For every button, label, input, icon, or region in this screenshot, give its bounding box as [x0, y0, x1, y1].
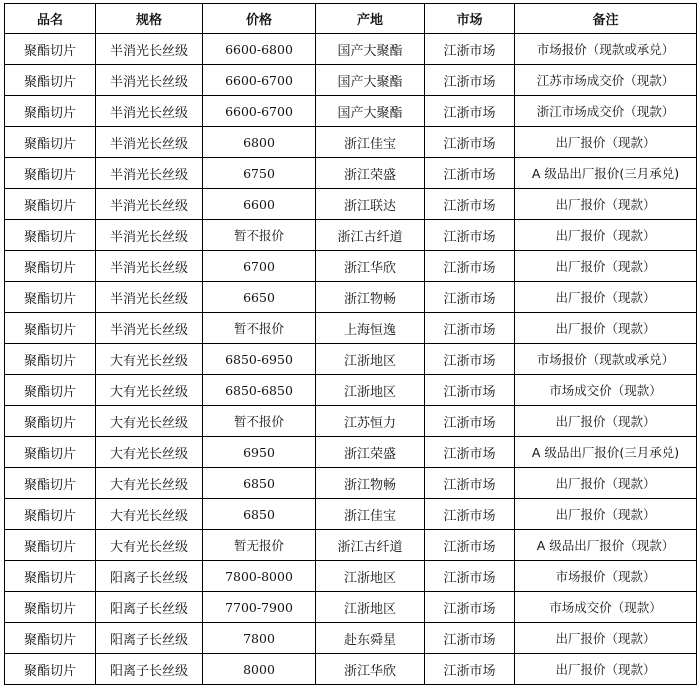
- column-header-origin: 产地: [316, 4, 425, 34]
- cell-remark: 出厂报价（现款）: [515, 127, 697, 158]
- cell-spec: 半消光长丝级: [96, 127, 203, 158]
- cell-product-name: 聚酯切片: [5, 437, 96, 468]
- cell-product-name: 聚酯切片: [5, 561, 96, 592]
- cell-market: 江浙市场: [425, 34, 515, 65]
- table-row: [5, 282, 697, 313]
- cell-market: 江浙市场: [425, 499, 515, 530]
- cell-market: 江浙市场: [425, 189, 515, 220]
- cell-product-name: 聚酯切片: [5, 282, 96, 313]
- cell-spec: 大有光长丝级: [96, 468, 203, 499]
- cell-spec: 半消光长丝级: [96, 34, 203, 65]
- cell-market: 江浙市场: [425, 468, 515, 499]
- cell-origin: 浙江古纤道: [316, 220, 425, 251]
- cell-market: 江浙市场: [425, 313, 515, 344]
- column-header-spec: 规格: [96, 4, 203, 34]
- table-row: [5, 654, 697, 685]
- cell-product-name: 聚酯切片: [5, 375, 96, 406]
- cell-origin: 国产大聚酯: [316, 96, 425, 127]
- cell-spec: 半消光长丝级: [96, 313, 203, 344]
- cell-product-name: 聚酯切片: [5, 623, 96, 654]
- cell-remark: 出厂报价（现款）: [515, 251, 697, 282]
- cell-remark: 出厂报价（现款）: [515, 468, 697, 499]
- cell-price: 暂不报价: [203, 313, 316, 344]
- cell-spec: 半消光长丝级: [96, 251, 203, 282]
- cell-market: 江浙市场: [425, 65, 515, 96]
- cell-product-name: 聚酯切片: [5, 313, 96, 344]
- cell-origin: 浙江联达: [316, 189, 425, 220]
- cell-market: 江浙市场: [425, 561, 515, 592]
- cell-product-name: 聚酯切片: [5, 127, 96, 158]
- column-header-product-name: 品名: [5, 4, 96, 34]
- cell-market: 江浙市场: [425, 251, 515, 282]
- cell-price: 6600-6800: [203, 34, 316, 65]
- cell-origin: 国产大聚酯: [316, 65, 425, 96]
- cell-origin: 江浙地区: [316, 592, 425, 623]
- cell-spec: 半消光长丝级: [96, 158, 203, 189]
- cell-origin: 浙江华欣: [316, 654, 425, 685]
- cell-spec: 大有光长丝级: [96, 344, 203, 375]
- cell-market: 江浙市场: [425, 623, 515, 654]
- cell-price: 6850: [203, 468, 316, 499]
- cell-price: 6750: [203, 158, 316, 189]
- cell-product-name: 聚酯切片: [5, 96, 96, 127]
- cell-remark: 出厂报价（现款）: [515, 654, 697, 685]
- table-row: [5, 189, 697, 220]
- cell-remark: 出厂报价（现款）: [515, 220, 697, 251]
- cell-product-name: 聚酯切片: [5, 220, 96, 251]
- cell-product-name: 聚酯切片: [5, 65, 96, 96]
- table-row: [5, 251, 697, 282]
- cell-spec: 阳离子长丝级: [96, 654, 203, 685]
- cell-spec: 半消光长丝级: [96, 96, 203, 127]
- cell-remark: 出厂报价（现款）: [515, 406, 697, 437]
- cell-product-name: 聚酯切片: [5, 251, 96, 282]
- cell-product-name: 聚酯切片: [5, 468, 96, 499]
- cell-spec: 大有光长丝级: [96, 375, 203, 406]
- table-row: [5, 437, 697, 468]
- cell-market: 江浙市场: [425, 437, 515, 468]
- column-header-price: 价格: [203, 4, 316, 34]
- cell-spec: 大有光长丝级: [96, 437, 203, 468]
- cell-origin: 赴东舜星: [316, 623, 425, 654]
- table-row: [5, 561, 697, 592]
- cell-remark: 出厂报价（现款）: [515, 623, 697, 654]
- cell-origin: 江苏恒力: [316, 406, 425, 437]
- cell-product-name: 聚酯切片: [5, 189, 96, 220]
- table-row: [5, 375, 697, 406]
- cell-price: 6650: [203, 282, 316, 313]
- cell-price: 6600-6700: [203, 96, 316, 127]
- cell-price: 暂不报价: [203, 406, 316, 437]
- cell-spec: 半消光长丝级: [96, 189, 203, 220]
- cell-spec: 大有光长丝级: [96, 530, 203, 561]
- table-row: [5, 406, 697, 437]
- cell-remark: 出厂报价（现款）: [515, 282, 697, 313]
- cell-price: 7800: [203, 623, 316, 654]
- table-header: [5, 4, 697, 34]
- cell-market: 江浙市场: [425, 344, 515, 375]
- cell-origin: 江浙地区: [316, 375, 425, 406]
- cell-price: 7700-7900: [203, 592, 316, 623]
- cell-origin: 江浙地区: [316, 561, 425, 592]
- cell-origin: 浙江物畅: [316, 282, 425, 313]
- cell-price: 暂无报价: [203, 530, 316, 561]
- cell-market: 江浙市场: [425, 127, 515, 158]
- cell-product-name: 聚酯切片: [5, 592, 96, 623]
- cell-market: 江浙市场: [425, 530, 515, 561]
- cell-price: 6700: [203, 251, 316, 282]
- cell-origin: 上海恒逸: [316, 313, 425, 344]
- cell-remark: 市场报价（现款）: [515, 561, 697, 592]
- cell-price: 6950: [203, 437, 316, 468]
- cell-price: 6600: [203, 189, 316, 220]
- cell-market: 江浙市场: [425, 96, 515, 127]
- column-header-remark: 备注: [515, 4, 697, 34]
- table-row: [5, 468, 697, 499]
- cell-origin: 国产大聚酯: [316, 34, 425, 65]
- cell-product-name: 聚酯切片: [5, 34, 96, 65]
- cell-origin: 浙江佳宝: [316, 127, 425, 158]
- table-body: [5, 34, 697, 685]
- cell-remark: 市场成交价（现款）: [515, 375, 697, 406]
- cell-price: 8000: [203, 654, 316, 685]
- cell-price: 6850-6850: [203, 375, 316, 406]
- cell-product-name: 聚酯切片: [5, 530, 96, 561]
- table-row: [5, 158, 697, 189]
- cell-product-name: 聚酯切片: [5, 406, 96, 437]
- table-row: [5, 127, 697, 158]
- cell-origin: 江浙地区: [316, 344, 425, 375]
- cell-origin: 浙江佳宝: [316, 499, 425, 530]
- cell-spec: 阳离子长丝级: [96, 623, 203, 654]
- cell-spec: 大有光长丝级: [96, 406, 203, 437]
- cell-remark: A 级品出厂报价(三月承兑): [515, 437, 697, 468]
- cell-origin: 浙江物畅: [316, 468, 425, 499]
- cell-remark: A 级品出厂报价(三月承兑): [515, 158, 697, 189]
- cell-remark: 江苏市场成交价（现款）: [515, 65, 697, 96]
- table-row: [5, 623, 697, 654]
- table-row: [5, 530, 697, 561]
- cell-spec: 半消光长丝级: [96, 65, 203, 96]
- cell-market: 江浙市场: [425, 158, 515, 189]
- table-row: [5, 65, 697, 96]
- table-row: [5, 344, 697, 375]
- cell-price: 7800-8000: [203, 561, 316, 592]
- cell-product-name: 聚酯切片: [5, 499, 96, 530]
- cell-origin: 浙江荣盛: [316, 437, 425, 468]
- cell-spec: 阳离子长丝级: [96, 592, 203, 623]
- cell-remark: 浙江市场成交价（现款）: [515, 96, 697, 127]
- cell-market: 江浙市场: [425, 282, 515, 313]
- cell-spec: 半消光长丝级: [96, 282, 203, 313]
- cell-remark: 市场成交价（现款）: [515, 592, 697, 623]
- cell-origin: 浙江华欣: [316, 251, 425, 282]
- cell-market: 江浙市场: [425, 406, 515, 437]
- cell-remark: 出厂报价（现款）: [515, 189, 697, 220]
- table-row: [5, 34, 697, 65]
- cell-product-name: 聚酯切片: [5, 158, 96, 189]
- cell-origin: 浙江荣盛: [316, 158, 425, 189]
- price-table: [4, 3, 697, 685]
- cell-market: 江浙市场: [425, 592, 515, 623]
- cell-spec: 阳离子长丝级: [96, 561, 203, 592]
- cell-remark: 出厂报价（现款）: [515, 499, 697, 530]
- cell-market: 江浙市场: [425, 654, 515, 685]
- table-row: [5, 220, 697, 251]
- cell-price: 6850-6950: [203, 344, 316, 375]
- cell-remark: 市场报价（现款或承兑）: [515, 34, 697, 65]
- cell-remark: A 级品出厂报价（现款）: [515, 530, 697, 561]
- cell-product-name: 聚酯切片: [5, 654, 96, 685]
- cell-remark: 市场报价（现款或承兑）: [515, 344, 697, 375]
- cell-origin: 浙江古纤道: [316, 530, 425, 561]
- cell-price: 暂不报价: [203, 220, 316, 251]
- cell-market: 江浙市场: [425, 375, 515, 406]
- cell-price: 6800: [203, 127, 316, 158]
- cell-market: 江浙市场: [425, 220, 515, 251]
- table-row: [5, 592, 697, 623]
- cell-remark: 出厂报价（现款）: [515, 313, 697, 344]
- cell-product-name: 聚酯切片: [5, 344, 96, 375]
- cell-price: 6600-6700: [203, 65, 316, 96]
- cell-price: 6850: [203, 499, 316, 530]
- table-row: [5, 313, 697, 344]
- cell-spec: 大有光长丝级: [96, 499, 203, 530]
- column-header-market: 市场: [425, 4, 515, 34]
- header-row: [5, 4, 697, 34]
- cell-spec: 半消光长丝级: [96, 220, 203, 251]
- table-row: [5, 499, 697, 530]
- table-row: [5, 96, 697, 127]
